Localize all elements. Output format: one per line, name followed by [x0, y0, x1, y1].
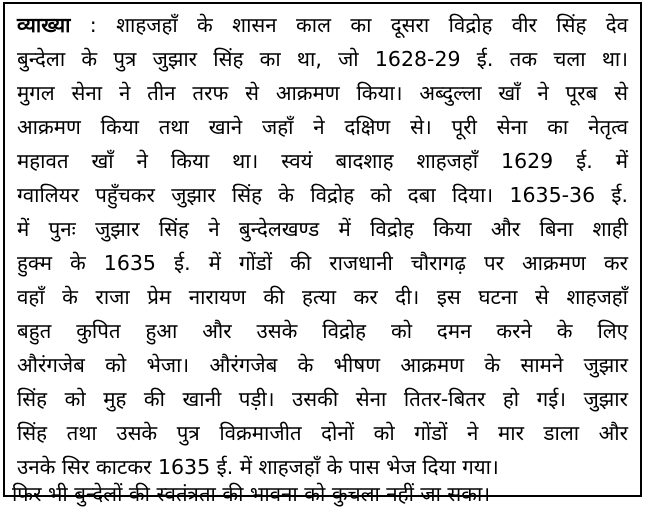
text-line-1: व्याख्या : शाहजहाँ के शासन काल का दूसरा विद्रोह वीर सिंह देव	[17, 13, 628, 37]
text-line-2: बुन्देला के पुत्र जुझार सिंह का था, जो 1628-29 ई. तक चला था।	[17, 47, 628, 71]
text-line-3: मुगल सेना ने तीन तरफ से आक्रमण किया। अब्दुल्ला खाँ ने पूरब से	[17, 81, 628, 105]
text-line-8: हुक्म के 1635 ई. में गोंडों की राजधानी चौरागढ़ पर आक्रमण कर	[17, 251, 628, 275]
text-line-5: महावत खाँ ने किया था। स्वयं बादशाह शाहजहाँ 1629 ई. में	[17, 149, 628, 173]
text-line-9: वहाँ के राजा प्रेम नारायण की हत्या कर दी। इस घटना से शाहजहाँ	[17, 285, 628, 309]
line-1-text: शाहजहाँ के शासन काल का दूसरा विद्रोह वीर सिंह देव	[116, 13, 628, 37]
text-line-6: ग्वालियर पहुँचकर जुझार सिंह के विद्रोह को दबा दिया। 1635-36 ई.	[17, 183, 628, 207]
text-line-4: आक्रमण किया तथा खाने जहाँ ने दक्षिण से। पूरी सेना का नेतृत्व	[17, 115, 628, 139]
text-line-13: सिंह तथा उसके पुत्र विक्रमाजीत दोनों को गोंडों ने मार डाला और	[17, 421, 628, 445]
text-line-14: उनके सिर काटकर 1635 ई. में शाहजहाँ के पास भेज दिया गया।	[17, 455, 499, 479]
cutoff-next-line	[0, 482, 648, 509]
text-line-7: में पुनः जुझार सिंह ने बुन्देलखण्ड में विद्रोह किया और बिना शाही	[17, 217, 628, 241]
explanation-box	[3, 2, 642, 497]
text-line-11: औरंगजेब को भेजा। औरंगजेब के भीषण आक्रमण के सामने जुझार	[17, 353, 628, 377]
explanation-label: व्याख्या	[17, 13, 71, 37]
text-line-10: बहुत कुपित हुआ और उसके विद्रोह को दमन करने के लिए	[17, 319, 628, 343]
text-line-12: सिंह को मुह की खानी पड़ी। उसकी सेना तितर-बितर हो गई। जुझार	[17, 387, 628, 411]
cutoff-line-text: फिर भी बुन्देलों की स्वतंत्रता की भावना को कुचला नहीं जा सका।	[12, 482, 491, 506]
